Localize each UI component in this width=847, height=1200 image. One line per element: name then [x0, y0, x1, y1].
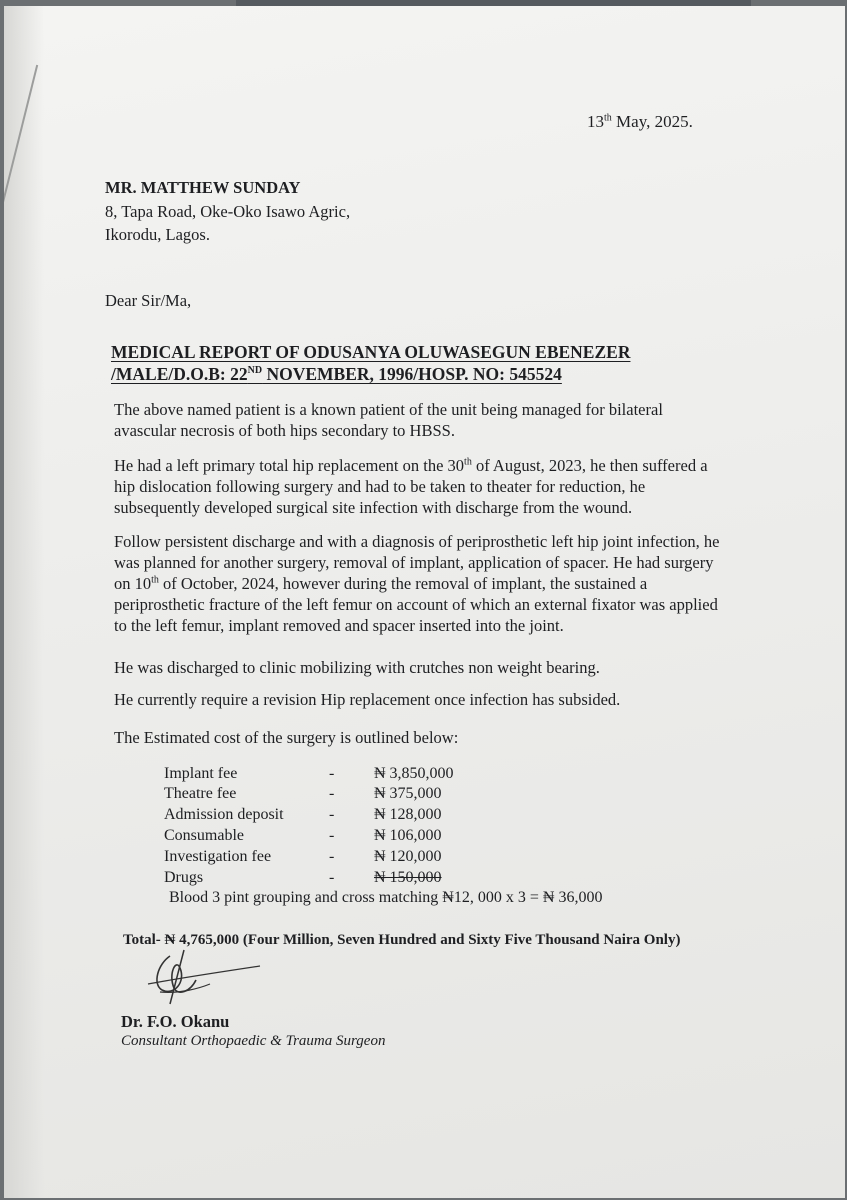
- blood-cost-line: Blood 3 pint grouping and cross matching ₦12, 000 x 3 = ₦ 36,000: [169, 889, 603, 906]
- recipient-address-line2: Ikorodu, Lagos.: [105, 225, 210, 244]
- recipient-name: MR. MATTHEW SUNDAY: [105, 178, 301, 197]
- subject-line1: MEDICAL REPORT OF ODUSANYA OLUWASEGUN EBENEZER: [111, 342, 631, 362]
- paragraph-5: He currently require a revision Hip replacement once infection has subsided.: [114, 690, 621, 709]
- paragraph-4: He was discharged to clinic mobilizing with crutches non weight bearing.: [114, 658, 600, 677]
- page-top-edge: [236, 0, 751, 6]
- salutation: Dear Sir/Ma,: [105, 291, 192, 310]
- letter-date: 13th May, 2025.: [587, 112, 693, 131]
- recipient-address-line1: 8, Tapa Road, Oke-Oko Isawo Agric,: [105, 202, 351, 221]
- subject-line2: /MALE/D.O.B: 22ND NOVEMBER, 1996/HOSP. NO: 545524: [111, 364, 562, 384]
- signatory-name: Dr. F.O. Okanu: [121, 1012, 230, 1031]
- paragraph-3: Follow persistent discharge and with a diagnosis of periprosthetic left hip joint infection, he was planned for another surgery, removal of implant, application of spacer. He had surgery on 10th of October, 2024, however during the removal of implant, the sustained a periprosthetic fracture of the left femur on account of which an external fixator was applied to the left femur, implant removed and spacer inserted into the joint.: [114, 532, 720, 635]
- paragraph-1: The above named patient is a known patient of the unit being managed for bilateral avascular necrosis of both hips secondary to HBSS.: [114, 400, 663, 440]
- paragraph-2: He had a left primary total hip replacement on the 30th of August, 2023, he then suffered a hip dislocation following surgery and had to be taken to theater for reduction, he subsequently developed surgical site infection with discharge from the wound.: [114, 456, 708, 517]
- paragraph-6: The Estimated cost of the surgery is outlined below:: [114, 728, 459, 747]
- signatory-title: Consultant Orthopaedic & Trauma Surgeon: [121, 1033, 386, 1049]
- letter-page: 13th May, 2025. MR. MATTHEW SUNDAY 8, Tapa Road, Oke-Oko Isawo Agric, Ikorodu, Lagos. Dear Sir/Ma, MEDICAL REPORT OF ODUSANYA OLUWASEGUN EBENEZER /MALE/D.O.B: 22ND NOVEMBER, 1996/HOSP. NO: 545524 The above named patient is a known patient of the unit being managed for bilateral avascular necrosis of both hips secondary to HBSS. He had a left primary total hip replacement on the 30th of August, 2023, he then suffered a hip dislocation following surgery and had to be taken to theater for reduction, he subsequently developed surgical site infection with discharge from the wound. Follow persistent discharge and with a diagnosis of periprosthetic left hip joint infection, he was planned for another surgery, removal of implant, application of spacer. He had surgery on 10th of October, 2024, however during the removal of implant, the sustained a periprosthetic fracture of the left femur on account of which an external fixator was applied to the left femur, implant removed and spacer inserted into the joint. He was discharged to clinic mobilizing with crutches non weight bearing. He currently require a revision Hip replacement once infection has subsided. The Estimated cost of the surgery is outlined below: Implant fee - ₦ 3,850,000 Theatre fee - ₦ 375,000 Admission deposit - ₦ 128,000 Consumable - ₦ 106,000 Investigation fee - ₦ 120,000 Drugs - ₦ 150,000 Blood 3 pint grouping and cross matching ₦12, 000 x 3 = ₦ 36,000 Total- ₦ 4,765,000 (Four Million, Seven Hundred and Sixty Five Thousand Naira Only) Dr. F.O. Okanu Consultant Orthopaedic & Trauma Surgeon: [4, 6, 845, 1198]
- total-cost: Total- ₦ 4,765,000 (Four Million, Seven Hundred and Sixty Five Thousand Naira Only): [123, 932, 681, 948]
- signature-image: [140, 944, 270, 1008]
